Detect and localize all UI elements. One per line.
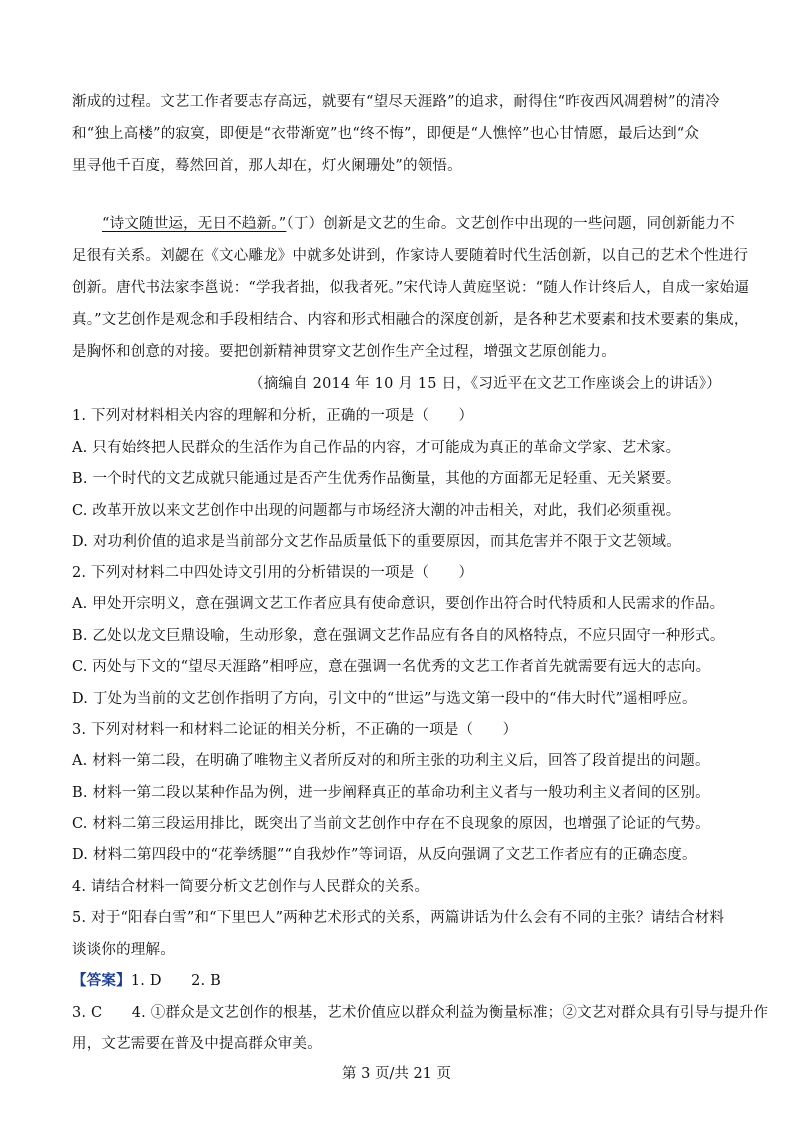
q2-stem: 2. 下列对材料二中四处诗文引用的分析错误的一项是（ ） [72,565,474,581]
q5-line1: 5. 对于“阳春白雪”和“下里巴人”两种艺术形式的关系，两篇讲话为什么会有不同的主张？请结合材料 [72,910,725,926]
q3-stem: 3. 下列对材料一和材料二论证的相关分析，不正确的一项是（ ） [72,722,518,738]
source-citation: （摘编自 2014 年 10 月 15 日，《习近平在文艺工作座谈会上的讲话》） [249,376,721,392]
q3-option-a: A. 材料一第二段，在明确了唯物主义者所反对的和所主张的功利主义后，回答了段首提出的问题。 [72,753,710,769]
q3-option-b: B. 材料一第二段以某种作品为例，进一步阐释真正的革命功利主义者与一般功利主义者间的区别。 [72,785,710,801]
paragraph2-line2: 足很有关系。刘勰在《文心雕龙》中就多处讲到，作家诗人要随着时代生活创新，以自己的艺术个性进行 [72,248,749,264]
page-footer: 第 3 页/共 21 页 [342,1066,451,1082]
paragraph1-line1: 渐成的过程。文艺工作者要志存高远，就要有“望尽天涯路”的追求，耐得住“昨夜西风凋碧树”的清冷 [72,94,720,110]
q1-option-d: D. 对功利价值的追求是当前部分文艺作品质量低下的重要原因，而其危害并不限于文艺领域。 [72,534,681,550]
paragraph1-line2: 和“独上高楼”的寂寞，即便是“衣带渐宽”也“终不悔”，即便是“人憔悴”也心甘情愿，最后达到“众 [72,126,700,142]
paragraph1-line3: 里寻他千百度，蓦然回首，那人却在，灯火阑珊处”的领悟。 [72,158,462,174]
paragraph2-line4: 真。”文艺创作是观念和手段相结合、内容和形式相融合的深度创新，是各种艺术要素和技术要素的集成， [72,312,749,328]
q1-option-a: A. 只有始终把人民群众的生活作为自己作品的内容，才可能成为真正的革命文学家、艺术家。 [72,440,681,456]
paragraph2-line5: 是胸怀和创意的对接。要把创新精神贯穿文艺创作生产全过程，增强文艺原创能力。 [72,344,616,360]
answer-line1-rest: 1. D 2. B [130,973,221,989]
answer-line2: 3. C 4. ①群众是文艺创作的根基，艺术价值应以群众利益为衡量标准；②文艺对群众具有引导与提升作 [72,1005,769,1021]
answer-line1 [72,971,722,991]
q3-option-d: D. 材料二第四段中的“花拳绣腿”“自我炒作”等词语，从反向强调了文艺工作者应有的正确态度。 [72,847,697,863]
q1-stem: 1. 下列对材料相关内容的理解和分析，正确的一项是（ ） [72,408,474,424]
q2-option-d: D. 丁处为当前的文艺创作指明了方向，引文中的“世运”与选文第一段中的“伟大时代”遥相呼应。 [72,691,697,707]
q5-line2: 谈谈你的理解。 [72,942,175,958]
paragraph2-line3: 创新。唐代书法家李邕说：“学我者拙，似我者死。”宋代诗人黄庭坚说：“随人作计终后人，自成一家始逼 [72,280,750,296]
answer-tag: 【答案】 [72,972,131,989]
paragraph2-line1-rest: （丁）创新是文艺的生命。文艺创作中出现的一些问题，同创新能力不 [286,216,735,232]
q1-option-b: B. 一个时代的文艺成就只能通过是否产生优秀作品衡量，其他的方面都无足轻重、无关紧要。 [72,471,681,487]
q2-option-a: A. 甲处开宗明义，意在强调文艺工作者应具有使命意识，要创作出符合时代特质和人民需求的作品。 [72,596,725,612]
q3-option-c: C. 材料二第三段运用排比，既突出了当前文艺创作中存在不良现象的原因，也增强了论证的气势。 [72,816,710,832]
q2-option-c: C. 丙处与下文的“望尽天涯路”相呼应，意在强调一名优秀的文艺工作者首先就需要有远大的志向。 [72,659,711,675]
answer-line3: 用，文艺需要在普及中提高群众审美。 [72,1036,322,1052]
q2-option-b: B. 乙处以龙文巨鼎设喻，生动形象，意在强调文艺作品应有各自的风格特点，不应只固守一种形式。 [72,628,725,644]
q1-option-c: C. 改革开放以来文艺创作中出现的问题都与市场经济大潮的冲击相关，对此，我们必须重视。 [72,503,681,519]
paragraph2-line1 [102,214,752,234]
q4-stem: 4. 请结合材料一简要分析文艺创作与人民群众的关系。 [72,879,430,895]
poem-quote-ding: “诗文随世运，无日不趋新。” [102,216,287,232]
